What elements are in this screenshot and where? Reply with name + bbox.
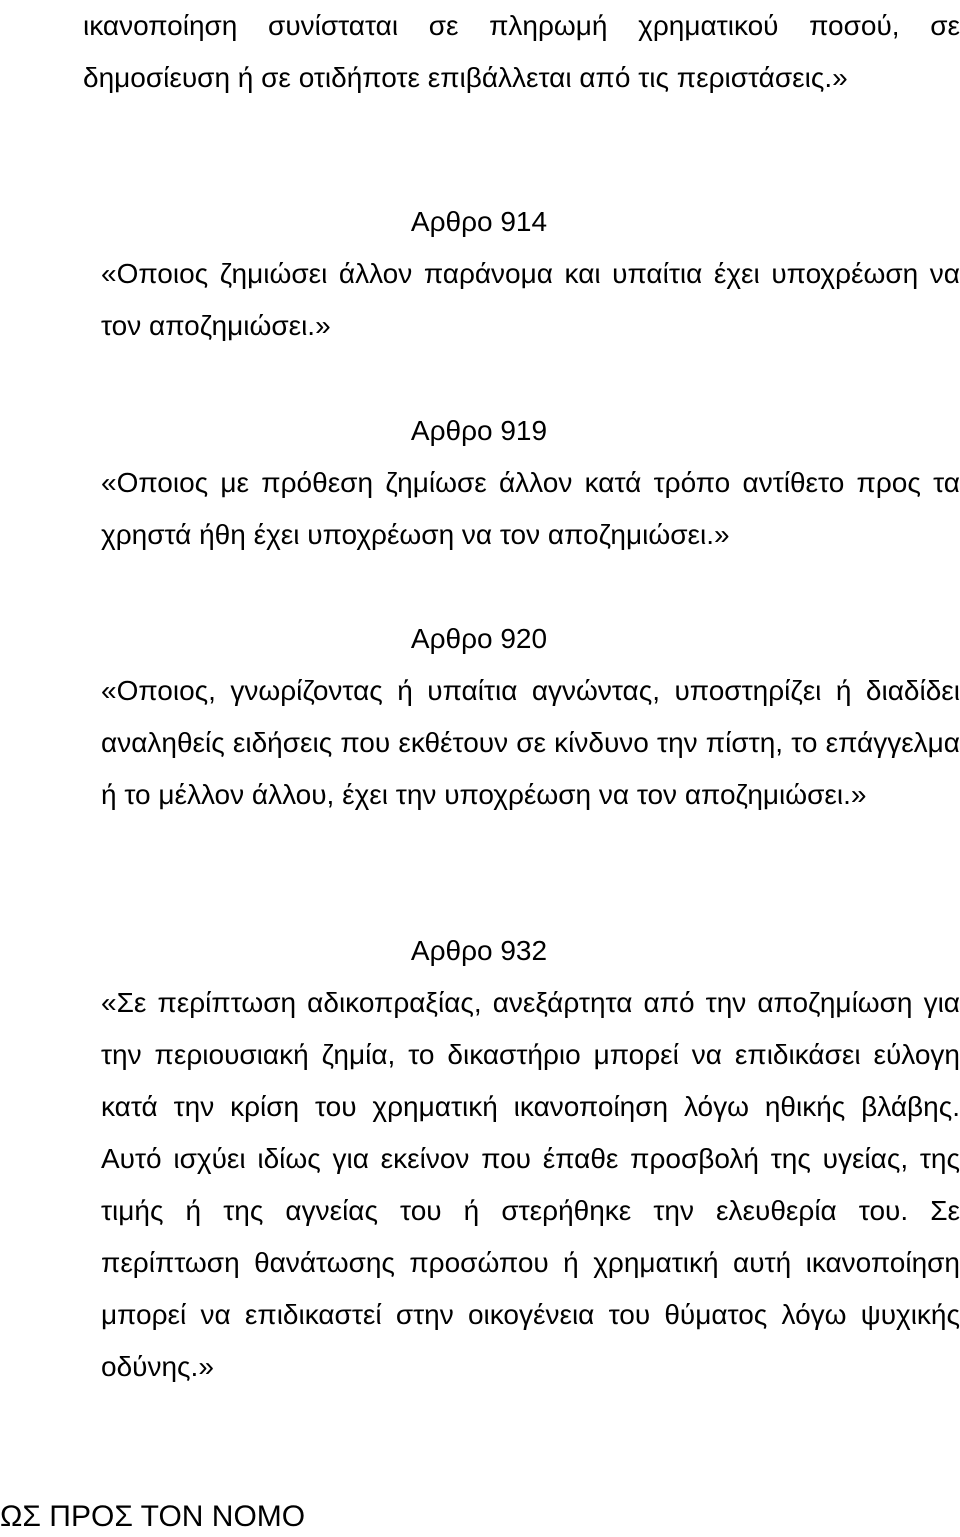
section-heading-law: ΩΣ ΠΡΟΣ ΤΟΝ ΝΟΜΟ — [0, 1500, 306, 1533]
article-920-text: «Οποιος, γνωρίζοντας ή υπαίτια αγνώντας, υποστηρίζει ή διαδίδει αναληθείς ειδήσεις που εκθέτουν σε κίνδυνο την πίστη, το επάγγελμα ή το μέλλον άλλου, έχει την υποχρέωση να τον αποζημιώσει.» — [101, 675, 960, 810]
article-914-title: Αρθρο 914 — [410, 206, 548, 237]
article-920-section — [83, 613, 960, 821]
article-932-text: «Σε περίπτωση αδικοπραξίας, ανεξάρτητα από την αποζημίωση για την περιουσιακή ζημία, το δικαστήριο μπορεί να επιδικάσει εύλογη κατά την κρίση του χρηματική ικανοποίηση λόγω ηθικής βλάβης. Αυτό ισχύει ιδίως για εκείνον που έπαθε προσβολή της υγείας, της τιμής ή της αγνείας του ή στερήθηκε την ελευθερία του. Σε περίπτωση θανάτωσης προσώπου ή χρηματική αυτή ικανοποίηση μπορεί να επιδικαστεί στην οικογένεια του θύματος λόγω ψυχικής οδύνης.» — [101, 987, 960, 1382]
intro-paragraph: ικανοποίηση συνίσταται σε πληρωμή χρηματικού ποσού, σε δημοσίευση ή σε οτιδήποτε επιβάλλεται από τις περιστάσεις.» — [83, 10, 960, 93]
intro-section — [83, 0, 960, 104]
article-914-section — [83, 196, 960, 352]
article-919-title: Αρθρο 919 — [410, 415, 548, 446]
article-919-text: «Οποιος με πρόθεση ζημίωσε άλλον κατά τρόπο αντίθετο προς τα χρηστά ήθη έχει υποχρέωση να τον αποζημιώσει.» — [101, 467, 960, 550]
article-914-text: «Οποιος ζημιώσει άλλον παράνομα και υπαίτια έχει υποχρέωση να τον αποζημιώσει.» — [101, 258, 960, 341]
article-932-title: Αρθρο 932 — [410, 935, 548, 966]
article-920-title: Αρθρο 920 — [410, 623, 548, 654]
article-919-section — [83, 405, 960, 561]
article-932-section — [83, 925, 960, 1393]
